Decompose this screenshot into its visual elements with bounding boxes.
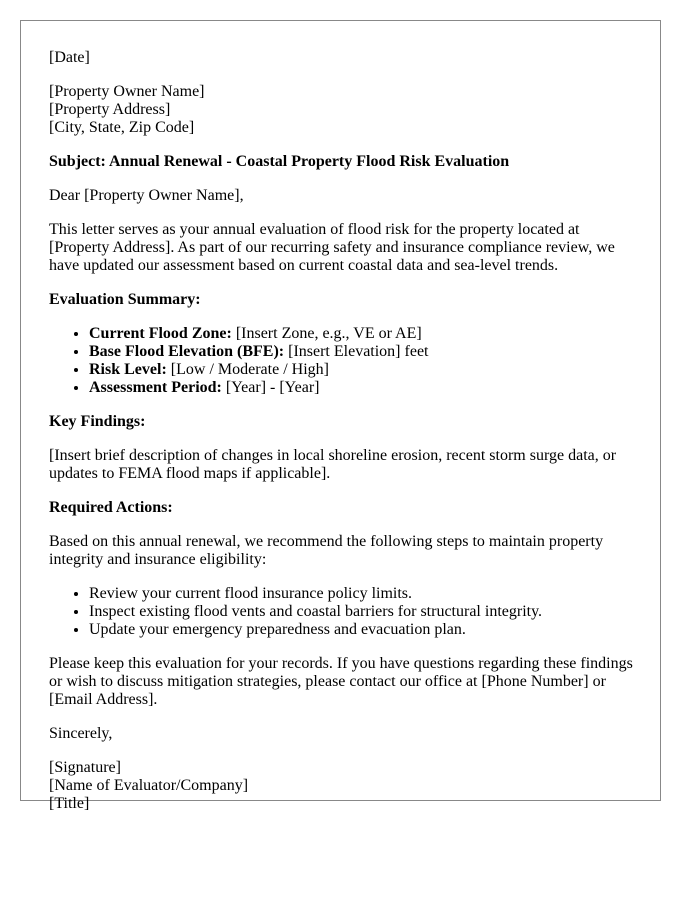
evaluator-title: [Title] <box>49 795 90 812</box>
evaluator-name: [Name of Evaluator/Company] <box>49 777 249 794</box>
recipient-name: [Property Owner Name] <box>49 83 205 100</box>
summary-item-label: Current Flood Zone: <box>89 325 232 342</box>
summary-item-value: [Insert Elevation] feet <box>284 343 429 360</box>
recipient-block <box>49 83 634 137</box>
action-item: • Inspect existing flood vents and coastal barriers for structural integrity. <box>89 603 634 621</box>
signoff: Sincerely, <box>49 725 113 742</box>
action-item: • Update your emergency preparedness and evacuation plan. <box>89 621 634 639</box>
letter-page <box>20 20 661 812</box>
summary-item-flood-zone <box>89 325 634 343</box>
intro-paragraph: This letter serves as your annual evaluation of flood risk for the property located at [Property Address]. As part of our recurring safety and insurance compliance review, we have updated our assessment based on current coastal data and sea-level trends. <box>49 221 615 274</box>
signature-placeholder: [Signature] <box>49 759 121 776</box>
recipient-city-state-zip: [City, State, Zip Code] <box>49 119 195 136</box>
summary-heading-text: Evaluation Summary: <box>49 291 201 308</box>
summary-item-assessment-period <box>89 379 634 397</box>
summary-item-value: [Insert Zone, e.g., VE or AE] <box>231 325 422 342</box>
subject-text: Subject: Annual Renewal - Coastal Property Flood Risk Evaluation <box>49 153 510 170</box>
findings-paragraph: [Insert brief description of changes in local shoreline erosion, recent storm surge data, or updates to FEMA flood maps if applicable]. <box>49 447 617 482</box>
summary-item-risk-level <box>89 361 634 379</box>
closing-paragraph: Please keep this evaluation for your records. If you have questions regarding these findings or wish to discuss mitigation strategies, please contact our office at [Phone Number] or [Email Address]. <box>49 655 633 708</box>
letter-date: [Date] <box>49 49 90 66</box>
actions-heading <box>49 499 634 517</box>
findings-heading-text: Key Findings: <box>49 413 146 430</box>
summary-item-label: Assessment Period: <box>89 379 222 396</box>
summary-list <box>49 325 634 397</box>
summary-item-label: Risk Level: <box>89 361 167 378</box>
recipient-address: [Property Address] <box>49 101 171 118</box>
summary-item-value: [Low / Moderate / High] <box>166 361 329 378</box>
subject-line <box>49 153 634 171</box>
signature-block <box>49 759 634 813</box>
summary-item-value: [Year] - [Year] <box>221 379 320 396</box>
action-item: • Review your current flood insurance policy limits. <box>89 585 634 603</box>
actions-list <box>49 585 634 639</box>
salutation: Dear [Property Owner Name], <box>49 187 244 204</box>
summary-item-label: Base Flood Elevation (BFE): <box>89 343 285 360</box>
summary-heading <box>49 291 634 309</box>
findings-heading <box>49 413 634 431</box>
actions-intro: Based on this annual renewal, we recommend the following steps to maintain property integrity and insurance eligibility: <box>49 533 604 568</box>
actions-heading-text: Required Actions: <box>49 499 173 516</box>
summary-item-bfe <box>89 343 634 361</box>
letter-content <box>49 49 634 829</box>
